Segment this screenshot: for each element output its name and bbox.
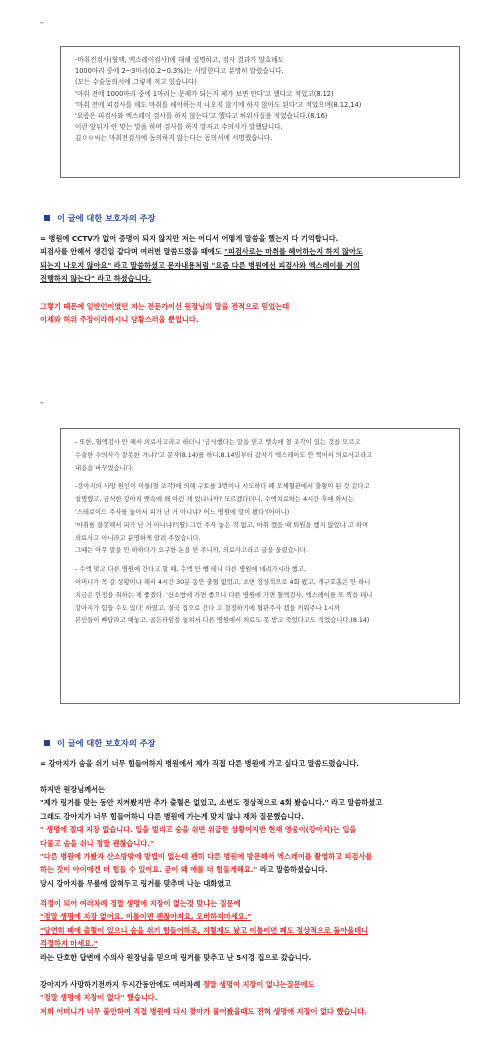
claim-line: "정말 생명에 지장이 없다" 했습니다. bbox=[40, 993, 158, 1003]
claim-line: 다물고 숨을 쉬니 정말 괜찮습니다." bbox=[40, 838, 154, 848]
claim-line bbox=[40, 863, 470, 876]
statement-line: -강아지의 사망 원인이 이물(철 조각)에 의해 구토를 3번이나 시도하다 폐 모세혈관에서 출혈이 된 것 같다고 bbox=[75, 483, 370, 491]
statement-line: - 수액 맞고 다른 병원에 간다고 할 때, 수액 안 뺄 테니 다른 병원에 데려가시라 했고, bbox=[75, 566, 306, 574]
claim-line: 그래도 강아지가 너무 힘들어하니 다른 병원에 가는게 맞지 않냐 재차 질문했습니다. bbox=[40, 811, 304, 821]
statement-line: 수술한 수의사가 잘못한 거냐?'고 문자(8.14)를 하니,8.14일부터 갑자기 엑스레이도 안 찍어서 의료사고라고 bbox=[75, 451, 373, 459]
vet-statement-box-2 bbox=[60, 428, 460, 704]
claim-line: "당연히 폐에 출혈이 있으니 숨을 쉬기 힘들어하죠, 지혈제도 놨고 이틀이면 폐도 정상적으로 돌아올테니 bbox=[40, 925, 369, 935]
claim-line: "제가 링거를 맞는 동안 지켜봤지만 추가 출혈은 없었고, 소변도 정상적으로 4회 봤습니다." 라고 말씀하셨고 bbox=[40, 798, 383, 808]
statement-line: -마취전검사(혈액, 엑스레이검사)에 대해 설명하고, 검사 결과가 양호해도 bbox=[75, 56, 285, 64]
claim-text: 강아지가 사망하기전까지 두시간동안에도 여러차례 bbox=[40, 980, 203, 989]
claim-line: 걱정하지 마세요." bbox=[40, 939, 98, 949]
statement-line: 지금은 안정을 취하는 게 좋겠다. '산소방에 가면 좋으나 다른 병원에 가면 혈액검사, 엑스레이를 또 찍을 테니 bbox=[75, 591, 373, 599]
vet-statement-box-1 bbox=[60, 46, 460, 178]
guardian-claim-1-conclusion bbox=[40, 300, 470, 327]
claim-line: = 병원에 CCTV가 없어 증명이 되지 않지만 저는 어디서 어떻게 말씀을 했는지 다 기억합니다. bbox=[40, 234, 339, 243]
statement-line: (모든 수술동의서에 그렇게 적고 있습니다) bbox=[75, 78, 197, 87]
claim-text: 피검사를 안해서 생긴일 같다며 여러번 말씀드렸을 때에도 bbox=[40, 247, 225, 257]
claim-text: 라고 말씀하셨습니다. bbox=[257, 865, 328, 875]
section-heading bbox=[44, 737, 155, 749]
claim-line: 걱정이 되어 여러차례 정말 생명에 지장이 없는것 맞냐는 질문에 bbox=[40, 899, 241, 908]
claim-quote: 정말 생명이 지장이 없냐는질문에도 bbox=[202, 980, 315, 989]
statement-line: 강아지가 힘들 수도 있다' 하였고, 결국 집으로 간다 고 결정하기에 혈관주사 캡을 끼워주나 1시까 bbox=[75, 604, 340, 612]
statement-line: '요즘은 피검사와 엑스레이 검사를 하지 않는다'고 했다고 허위사실을 적었습니다.(8.16) bbox=[75, 112, 328, 121]
statement-line: 1000마리 중에 2~3마리(0.2~0.3%)는 사망한다고 분명히 알렸습니다. bbox=[75, 67, 284, 76]
section-marker: - bbox=[40, 398, 44, 408]
claim-line: 그렇기 때문에 일반인이였던 저는 전문가이신 원장님의 말을 전적으로 믿었는데 bbox=[40, 302, 290, 311]
claim-quote: 되는지 나오지 않아요" 라고 말씀하셨고 문자내용처럼 bbox=[40, 260, 212, 270]
guardian-claim-1 bbox=[40, 232, 470, 286]
section-heading-text: 이 글에 대한 보호자의 주장 bbox=[57, 212, 156, 223]
claim-line: 저희 어머니가 너무 불안하여 직접 병원에 다시 찾아가 물어봤을때도 전혀 생명에 지장이 없다 했습니다. bbox=[40, 1006, 367, 1016]
guardian-claim-2-body bbox=[40, 783, 470, 890]
section-heading bbox=[44, 212, 155, 224]
claim-line: "다른 병원에 가봤자 산소방밖에 방법이 없는데 괜히 다른 병원에 방문해서 엑스레이를 촬영하고 피검사를 bbox=[40, 852, 373, 862]
claim-line: 당시 강아지를 무릎에 앉혀두고 링거를 맞추며 나눈 대화였고 bbox=[40, 878, 232, 888]
claim-line: = 강아지가 숨을 쉬기 너무 힘들어하지 병원에서 제가 직접 다른 병원에 가고 싶다고 말씀드렸습니다. bbox=[40, 759, 360, 768]
statement-line: '마취 전에 1000마리 중에 1마리는 문제가 되는지 제가 보면 안다'고 했다고 적었고(8.12) bbox=[75, 89, 334, 98]
claim-line: 진행하지 않는다" 라고 하셨습니다. bbox=[40, 274, 152, 284]
square-bullet-icon bbox=[44, 740, 50, 746]
claim-line: 하지만 원장님께서는 bbox=[40, 785, 105, 794]
statement-line: '마취 전에 피검사를 해도 마취를 헤어하는지 나오지 않기에 하지 않아도 된다'고 적었으며(8.12,14) bbox=[75, 100, 362, 109]
claim-line: "정말 생명에 지장 없어요. 이틀이면 괜찮아져요, 오버하지마세요." bbox=[40, 912, 252, 922]
claim-line bbox=[40, 259, 470, 272]
claim-quote: "피검사로는 마취를 헤어하는지 하지 않아도 bbox=[224, 247, 363, 257]
section-heading-text: 이 글에 대한 보호자의 주장 bbox=[57, 737, 156, 748]
section-marker: - bbox=[40, 18, 44, 28]
claim-quote: 하는 것이 아이에겐 더 힘들 수 있어요. 굳이 왜 애를 더 힘들게해요." bbox=[40, 865, 258, 875]
guardian-claim-2-followup bbox=[40, 897, 470, 964]
statement-line: 김ㅇㅇ씨는 마취전검사에 동의하지 않는다는 동의서에 서명했습니다. bbox=[75, 134, 273, 143]
claim-line bbox=[40, 978, 470, 991]
statement-line: 어머니가 꼭 갈 상황이냐 해서 4시간 30분 동안 출혈 없었고, 소변 정상적으로 4회 봤고, 개구호흡은 안 하니 bbox=[75, 578, 371, 586]
statement-line: 그때는 아무 말을 안 하하다가 요구한 돈을 안 주니까, 의료사고라고 글을 올렸습니다. bbox=[75, 547, 308, 555]
statement-line: 내용을 바꾸었습니다. bbox=[75, 464, 134, 472]
statement-line: 설명했고, 금식한 강아지 뱃속에 왜 아런 게 있냐니까? 모르겠다더니, 수액치료하는 4시간 후에 와서는 bbox=[75, 496, 354, 504]
square-bullet-icon bbox=[44, 215, 50, 221]
claim-line: 이제와 허위 주장이라하시니 당황스러울 뿐입니다. bbox=[40, 315, 199, 325]
guardian-claim-2-lead bbox=[40, 757, 470, 770]
guardian-claim-2-final bbox=[40, 978, 470, 1018]
statement-line: '스테로이드 주사를 놓아서 피가 난 거 아니냐? 어느 병원에 말이 봤다'(어머니) bbox=[75, 508, 290, 516]
statement-line: 의료사고 아니라고 분명하게 알려 주었습니다. bbox=[75, 534, 201, 542]
statement-line: 본인들이 빠답라고 해놓고, 골든타임을 놓쳐서 다른 병원에서 처료도 못 받고 죽었다고도 적었습니다.(8.14) bbox=[75, 617, 370, 625]
claim-line: " 생명에 절대 지장 없습니다. 입을 벌리고 숨을 쉬면 위급한 상황이지만 현재 영웅이(강아지)는 입을 bbox=[40, 825, 357, 835]
claim-line bbox=[40, 245, 470, 258]
claim-quote: "요즘 다른 병원에선 피검사와 엑스레이를 거의 bbox=[211, 260, 360, 270]
statement-line: - 또한, 혈액검사 안 해서 의료사고라고 하더니 '금식했다는 말을 믿고 뱃속에 철 조각이 있는 것을 모르고 bbox=[75, 439, 361, 446]
statement-line: '마취를 잘못해서 피가 난 거 아니냐?'(딸) 그런 주사 놓은 적 없고, 마취 깼을 때 퇴원을 했지 않았냐 고 하며 bbox=[75, 521, 369, 529]
claim-line: 라는 단호한 답변에 수의사 원장님을 믿으며 링거를 맞추고 난 5시경 집으로 갔습니다. bbox=[40, 952, 312, 962]
statement-line: 이런 앞뒤가 안 맞는 말을 하며 검사를 하지 말자고 수의사가 말했답니다. bbox=[75, 123, 283, 132]
